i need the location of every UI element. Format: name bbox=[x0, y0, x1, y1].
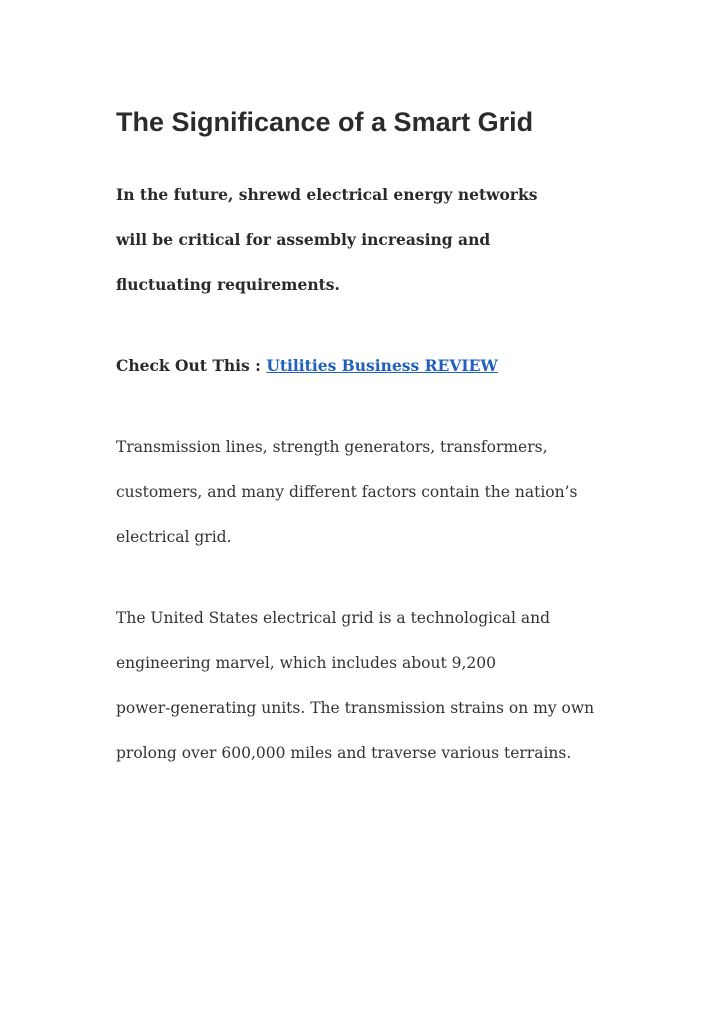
paragraph-line: customers, and many different factors contain the nation’s bbox=[116, 483, 578, 501]
page-title: The Significance of a Smart Grid bbox=[116, 107, 534, 137]
check-out-label: Check Out This : bbox=[116, 356, 267, 375]
check-out-line bbox=[116, 354, 498, 378]
paragraph-line: power-generating units. The transmission strains on my own bbox=[116, 699, 595, 717]
utilities-business-review-link[interactable]: Utilities Business REVIEW bbox=[266, 356, 498, 375]
intro-line: will be critical for assembly increasing and bbox=[116, 230, 491, 249]
paragraph-line: prolong over 600,000 miles and traverse various terrains. bbox=[116, 744, 572, 762]
paragraph-line: electrical grid. bbox=[116, 528, 232, 546]
intro-line: In the future, shrewd electrical energy networks bbox=[116, 185, 538, 204]
intro-line: fluctuating requirements. bbox=[116, 275, 340, 294]
paragraph-line: engineering marvel, which includes about 9,200 bbox=[116, 654, 496, 672]
paragraph-line: Transmission lines, strength generators, transformers, bbox=[116, 438, 548, 456]
paragraph-line: The United States electrical grid is a technological and bbox=[116, 609, 551, 627]
